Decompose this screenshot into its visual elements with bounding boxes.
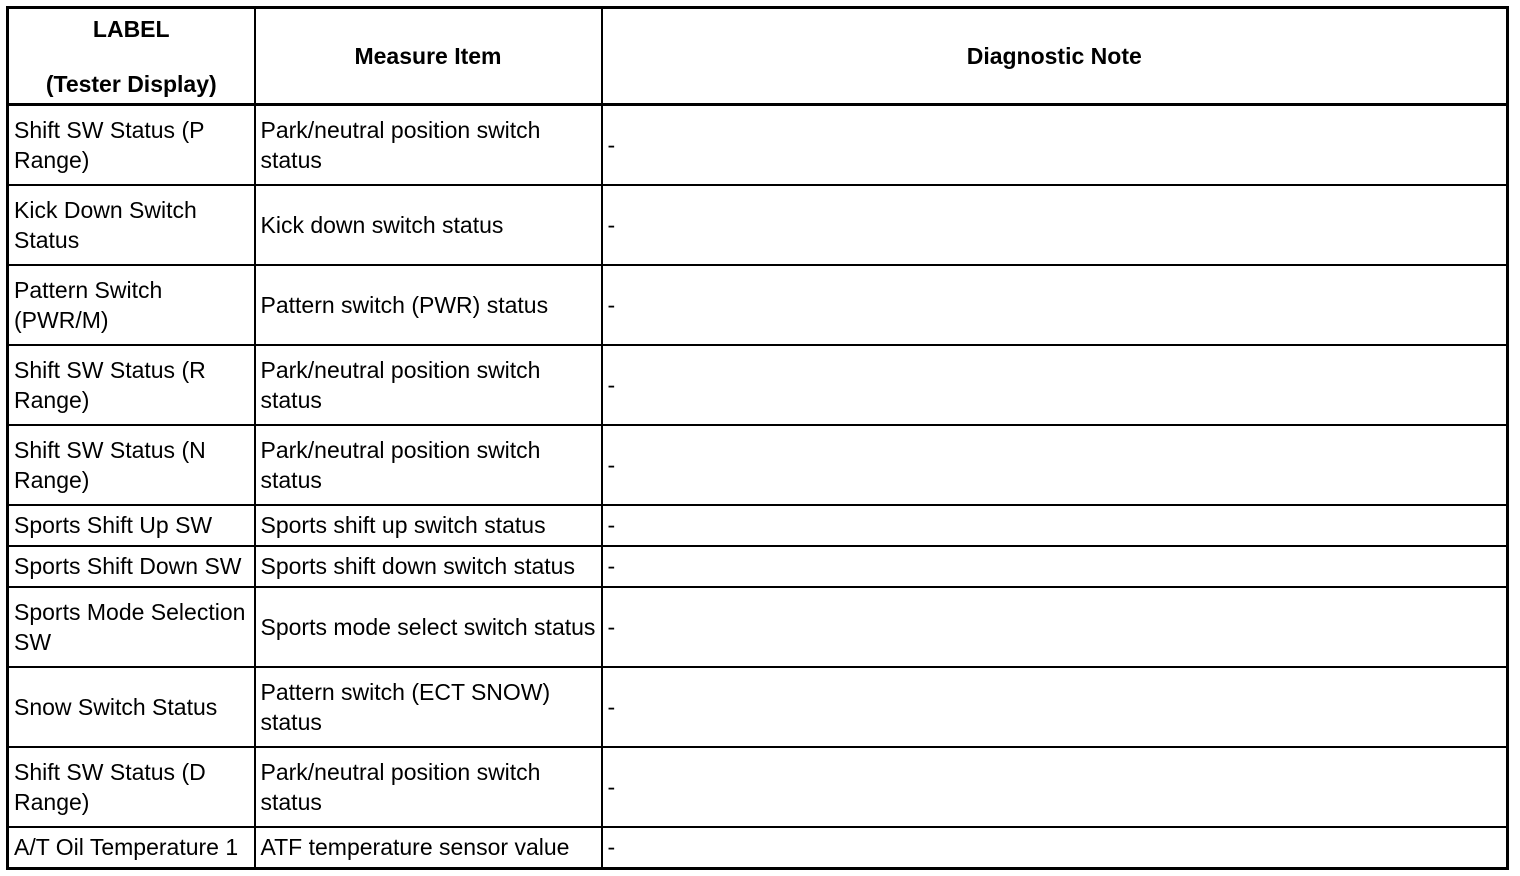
cell-label: Shift SW Status (N Range) [8,425,255,505]
cell-label: Snow Switch Status [8,667,255,747]
table-row [8,747,1508,827]
table-row [8,185,1508,265]
cell-label: Shift SW Status (R Range) [8,345,255,425]
cell-measure-item: Pattern switch (PWR) status [255,265,602,345]
cell-diagnostic-note: - [602,425,1508,505]
table-row [8,345,1508,425]
header-measure-item: Measure Item [255,8,602,105]
table-row [8,265,1508,345]
cell-measure-item: Pattern switch (ECT SNOW) status [255,667,602,747]
cell-measure-item: Park/neutral position switch status [255,345,602,425]
table-row [8,667,1508,747]
cell-label: Shift SW Status (P Range) [8,105,255,186]
cell-measure-item: Kick down switch status [255,185,602,265]
header-label-line1: LABEL [92,15,170,42]
table-row [8,105,1508,186]
cell-label: Pattern Switch (PWR/M) [8,265,255,345]
header-row [8,8,1508,105]
cell-label: Sports Shift Up SW [8,505,255,546]
table-row [8,505,1508,546]
cell-diagnostic-note: - [602,105,1508,186]
cell-diagnostic-note: - [602,265,1508,345]
cell-diagnostic-note: - [602,667,1508,747]
header-label-line2: (Tester Display) [45,70,217,97]
cell-measure-item: Sports shift up switch status [255,505,602,546]
cell-measure-item: Park/neutral position switch status [255,747,602,827]
cell-measure-item: Sports shift down switch status [255,546,602,587]
cell-diagnostic-note: - [602,747,1508,827]
cell-diagnostic-note: - [602,505,1508,546]
cell-label: A/T Oil Temperature 1 [8,827,255,869]
table-row [8,587,1508,667]
cell-measure-item: Sports mode select switch status [255,587,602,667]
cell-measure-item: Park/neutral position switch status [255,105,602,186]
header-diagnostic-note: Diagnostic Note [602,8,1508,105]
table-row [8,546,1508,587]
header-label [8,8,255,105]
cell-diagnostic-note: - [602,587,1508,667]
table-row [8,425,1508,505]
cell-measure-item: Park/neutral position switch status [255,425,602,505]
cell-diagnostic-note: - [602,546,1508,587]
diagnostic-table [6,6,1509,870]
cell-diagnostic-note: - [602,827,1508,869]
cell-label: Kick Down Switch Status [8,185,255,265]
cell-label: Shift SW Status (D Range) [8,747,255,827]
cell-diagnostic-note: - [602,345,1508,425]
cell-label: Sports Shift Down SW [8,546,255,587]
cell-diagnostic-note: - [602,185,1508,265]
cell-measure-item: ATF temperature sensor value [255,827,602,869]
cell-label: Sports Mode Selection SW [8,587,255,667]
table-row [8,827,1508,869]
